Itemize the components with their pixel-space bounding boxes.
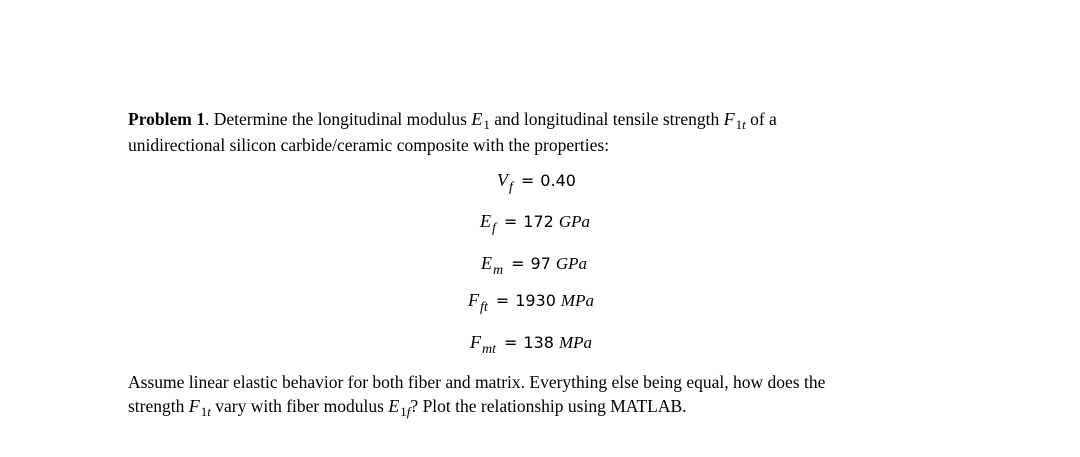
- equation-matrix-modulus: [481, 253, 588, 278]
- equation-variable: F: [468, 290, 479, 310]
- problem-line-1: [128, 107, 1028, 133]
- equation-unit: GPa: [558, 212, 591, 231]
- symbol-E1f: E: [388, 396, 400, 416]
- closing-question: [128, 370, 1028, 420]
- equation-value: 97: [530, 254, 551, 273]
- equation-subscript: mt: [482, 342, 496, 357]
- closing-text-c: ? Plot the relationship using MATLAB.: [410, 396, 687, 416]
- problem-line-2: unidirectional silicon carbide/ceramic composite with the properties:: [128, 135, 610, 155]
- equation-fiber-tensile-strength: [468, 290, 594, 315]
- symbol-F1t-subscript-number: 1: [200, 404, 208, 419]
- equation-unit: MPa: [560, 291, 594, 310]
- problem-intro-2: and longitudinal tensile strength: [489, 109, 724, 129]
- symbol-F1t-subscript-letter: t: [742, 117, 746, 132]
- symbol-E1f-subscript-letter: f: [406, 404, 411, 419]
- symbol-F1t-subscript-number: 1: [735, 117, 743, 132]
- equation-variable: E: [481, 253, 492, 273]
- equation-variable: V: [497, 170, 508, 190]
- symbol-E1-subscript: 1: [483, 117, 490, 132]
- equation-operator: =: [504, 333, 518, 352]
- equation-variable: F: [470, 332, 481, 352]
- equation-subscript: ft: [480, 300, 488, 315]
- symbol-E1f-subscript-number: 1: [400, 404, 407, 419]
- equation-variable: E: [480, 211, 491, 231]
- closing-line-2: [128, 394, 1028, 420]
- closing-text-b: vary with fiber modulus: [210, 396, 389, 416]
- symbol-F1t: F: [723, 109, 735, 129]
- equation-subscript: f: [509, 180, 513, 195]
- equation-subscript: f: [492, 221, 496, 236]
- equation-operator: =: [511, 254, 525, 273]
- equation-subscript: m: [493, 263, 504, 278]
- symbol-E1: E: [471, 109, 483, 129]
- equation-fiber-volume-fraction: [497, 170, 576, 195]
- equation-matrix-tensile-strength: [470, 332, 592, 357]
- equation-operator: =: [495, 291, 510, 310]
- symbol-F1t: F: [188, 396, 200, 416]
- symbol-F1t-subscript: [201, 404, 211, 419]
- symbol-F1t-subscript: [736, 117, 746, 132]
- equation-value: 1930: [515, 291, 556, 310]
- equation-fiber-modulus: [480, 211, 591, 236]
- closing-line-1: Assume linear elastic behavior for both fiber and matrix. Everything else being equal, how does the: [128, 372, 826, 392]
- equation-unit: MPa: [558, 333, 592, 352]
- equation-operator: =: [520, 171, 535, 190]
- equation-operator: =: [503, 212, 518, 231]
- closing-text-a: strength: [128, 396, 189, 416]
- problem-statement: [128, 107, 1028, 157]
- problem-intro-1: . Determine the longitudinal modulus: [204, 109, 472, 129]
- symbol-E1f-subscript: [400, 404, 410, 419]
- equation-unit: GPa: [555, 254, 588, 273]
- equation-value: 0.40: [540, 171, 576, 190]
- symbol-F1t-subscript-letter: t: [207, 404, 211, 419]
- problem-label: Problem 1: [128, 109, 205, 129]
- equation-value: 138: [523, 333, 554, 352]
- equation-value: 172: [523, 212, 554, 231]
- problem-intro-3: of a: [745, 109, 777, 129]
